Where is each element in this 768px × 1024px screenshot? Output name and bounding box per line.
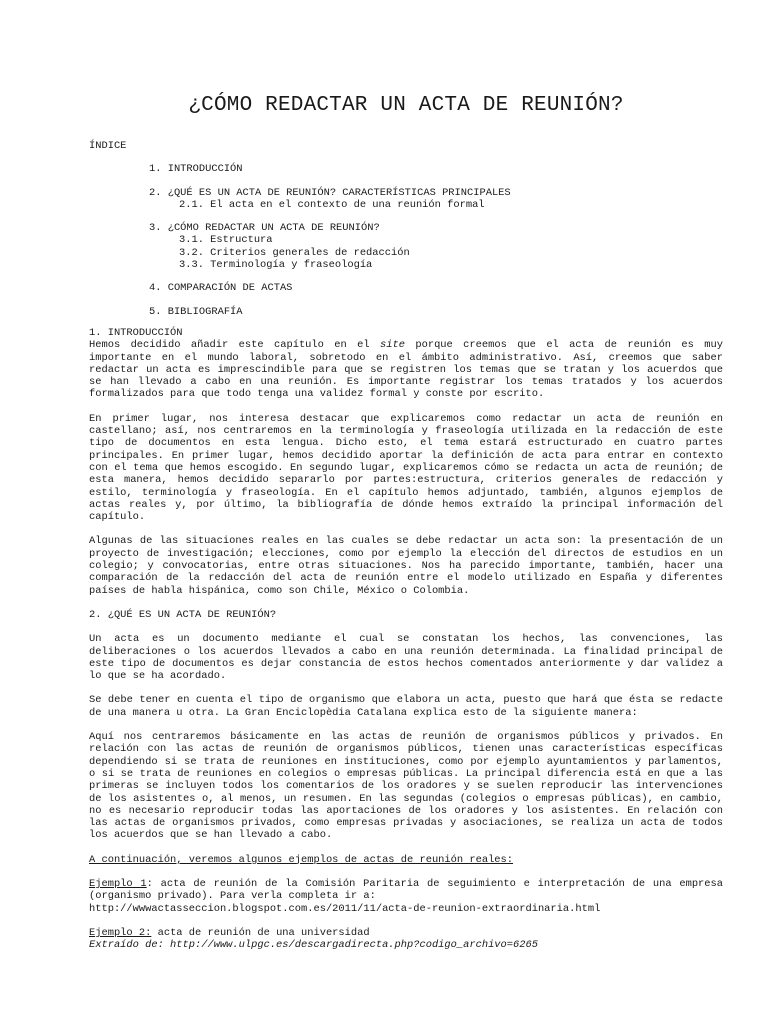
intro-paragraph-2: En primer lugar, nos interesa destacar que explicaremos como redactar un acta de reunión en castellano; así, nos centraremos en la terminología y fraseología utilizada en la redacción de este tipo de documentos en esta lengua. Dicho esto, el tema estará estructurado en cuatro partes principales. En primer lugar, hemos decidido aportar la definición de acta para entrar en contexto con el tema que hemos escogido. En segundo lugar, explicaremos cómo se redacta un acta de reunión; de esta manera, hemos decidido separarlo por partes:estructura, criterios generales de redacción y estilo, terminología y fraseología. En el capítulo hemos adjuntado, también, algunos ejemplos de actas reales y, por último, la bibliografía de dónde hemos extraído la principal información del capítulo.: [89, 412, 723, 524]
what-paragraph-2: Se debe tener en cuenta el tipo de organismo que elabora un acta, puesto que hará que ésta se redacte de una manera u otra. La Gran Enciclopèdia Catalana explica esto de la siguiente manera:: [89, 694, 723, 719]
example-1: [89, 878, 723, 915]
page-title: ¿CÓMO REDACTAR UN ACTA DE REUNIÓN?: [188, 94, 624, 117]
table-of-contents: [89, 140, 723, 329]
toc-group-3: [89, 222, 723, 271]
section-heading-what: 2. ¿QUÉ ES UN ACTA DE REUNIÓN?: [89, 608, 277, 621]
toc-subitem-3-2: 3.2. Criterios generales de redacción: [179, 246, 410, 259]
intro-section: [89, 327, 723, 401]
example-2-label: Ejemplo 2:: [89, 926, 152, 939]
example-1-label: Ejemplo 1: [89, 877, 147, 890]
intro-paragraph-1b: porque creemos que el acta de reunión es muy importante en el mundo laboral, sobretodo en el ámbito administrativo. Así, creemos que saber redactar un acta es imprescindible para que se registren los temas que se tratan y los acuerdos que se han llevado a cabo en una reunión. Es importante registrar los temas tratados y los acuerdos formalizados para que todo tenga una validez formal y conste por escrito.: [89, 339, 724, 401]
section-heading-intro: 1. INTRODUCCIÓN: [89, 327, 183, 339]
document-body: [89, 327, 723, 963]
toc-item-5: 5. BIBLIOGRAFÍA: [149, 305, 243, 318]
example-2: [89, 927, 723, 952]
toc-item-4: 4. COMPARACIÓN DE ACTAS: [149, 282, 293, 295]
intro-paragraph-1a: Hemos decidido añadir este capítulo en el: [89, 339, 381, 352]
toc-group-2: [89, 187, 723, 212]
intro-paragraph-3: Algunas de las situaciones reales en las cuales se debe redactar un acta son: la presentación de un proyecto de investigación; elecciones, como por ejemplo la elección del directos de estudios en un colegio; y convocatorias, entre otras situaciones. Nos ha parecido importante, también, hacer una comparación de la redacción del acta de reunión entre el modelo utilizado en España y diferentes países de habla hispánica, como son Chile, México o Colombia.: [89, 535, 723, 597]
site-term: site: [380, 339, 405, 352]
toc-subitem-3-1: 3.1. Estructura: [179, 234, 273, 247]
example-2-source-link[interactable]: Extraído de: http://www.ulpgc.es/descargadirecta.php?codigo_archivo=6265: [89, 939, 538, 952]
what-paragraph-1: Un acta es un documento mediante el cual se constatan los hechos, las convenciones, las deliberaciones o los acuerdos llevados a cabo en una reunión determinada. La finalidad principal de este tipo de documentos es dejar constancia de estos hechos comentados anteriormente y dar validez a lo que se ha acordado.: [89, 633, 723, 683]
example-1-link[interactable]: http://wwwactasseccion.blogspot.com.es/2011/11/acta-de-reunion-extraordinaria.html: [89, 902, 601, 915]
examples-intro: A continuación, veremos algunos ejemplos de actas de reunión reales:: [89, 853, 514, 866]
toc-label: ÍNDICE: [89, 140, 127, 152]
toc-item-3: 3. ¿CÓMO REDACTAR UN ACTA DE REUNIÓN?: [149, 222, 380, 235]
what-paragraph-3: Aquí nos centraremos básicamente en las actas de reunión de organismos públicos y privados. En relación con las actas de reunión de organismos públicos, tienen unas características específicas dependiendo si se trata de reuniones en instituciones, como por ejemplo ayuntamientos y parlamentos, o si se trata de reuniones en colegios o empresas públicas. La principal diferencia está en que a las primeras se incluyen todos los comentarios de los oradores y se suelen reproducir las intervenciones de los asistentes o, al menos, un resumen. En las segundas (colegios o empresas públicas), en cambio, no es necesario reproducir todas las aportaciones de los oradores y los asistentes. En relación con las actas de organismos privados, como empresas privadas y asociaciones, se realiza un acta de todos los acuerdos que se han llevado a cabo.: [89, 731, 723, 842]
toc-item-1: 1. INTRODUCCIÓN: [149, 163, 243, 176]
toc-subitem-3-3: 3.3. Terminología y fraseología: [179, 259, 373, 272]
toc-item-2: 2. ¿QUÉ ES UN ACTA DE REUNIÓN? CARACTERÍSTICAS PRINCIPALES: [149, 186, 511, 199]
example-2-text: acta de reunión de una universidad: [151, 926, 370, 939]
toc-subitem-2-1: 2.1. El acta en el contexto de una reunión formal: [179, 198, 485, 211]
example-1-text: : acta de reunión de la Comisión Paritaria de seguimiento e interpretación de una empresa (organismo privado). Para verla completa ir a:: [89, 877, 724, 903]
